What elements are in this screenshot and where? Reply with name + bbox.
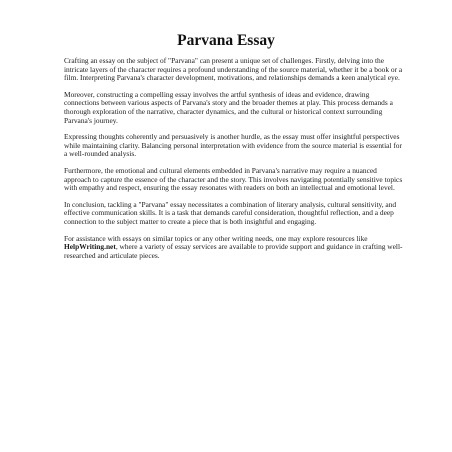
page-title: Parvana Essay (177, 32, 275, 49)
assistance-text-before: For assistance with essays on similar topics or any other writing needs, one may explore resources like (64, 233, 368, 243)
paragraph-cultural-elements: Furthermore, the emotional and cultural elements embedded in Parvana's narrative may require a nuanced approach to capture the essence of the character and the story. This involves navigating potentially sensitive topics with empathy and respect, ensuring the essay resonates with readers on both an intellectual and emotional level. (64, 165, 403, 193)
paragraph-conclusion: In conclusion, tackling a "Parvana" essay necessitates a combination of literary analysis, cultural sensitivity, and effective communication skills. It is a task that demands careful consideration, thoughtful reflection, and a deep connection to the subject matter to create a piece that is both insightful and engaging. (64, 199, 397, 226)
essay-body (64, 57, 404, 268)
paragraph-expression: Expressing thoughts coherently and persuasively is another hurdle, as the essay must offer insightful perspectives while maintaining clarity. Balancing personal interpretation with evidence from the source material is essential for a well-rounded analysis. (64, 132, 402, 159)
paragraph-intro: Crafting an essay on the subject of "Parvana" can present a unique set of challenges. Firstly, delving into the intricate layers of the character requires a profound understanding of the source material, whether it be a book or a film. Interpreting Parvana's character development, motivations, and relationships demands a keen analytical eye. (64, 56, 403, 83)
helpwriting-link[interactable]: HelpWriting.net (64, 242, 116, 252)
paragraph-assistance (64, 235, 404, 261)
paragraph-synthesis: Moreover, constructing a compelling essay involves the artful synthesis of ideas and evidence, drawing connections between various aspects of Parvana's story and the broader themes at play. This process demands a thorough exploration of the narrative, character dynamics, and the cultural or historical context surrounding Parvana's journey. (64, 89, 393, 125)
assistance-text-after: , where a variety of essay services are available to provide support and guidance in crafting well-researched and articulate pieces. (64, 242, 403, 260)
